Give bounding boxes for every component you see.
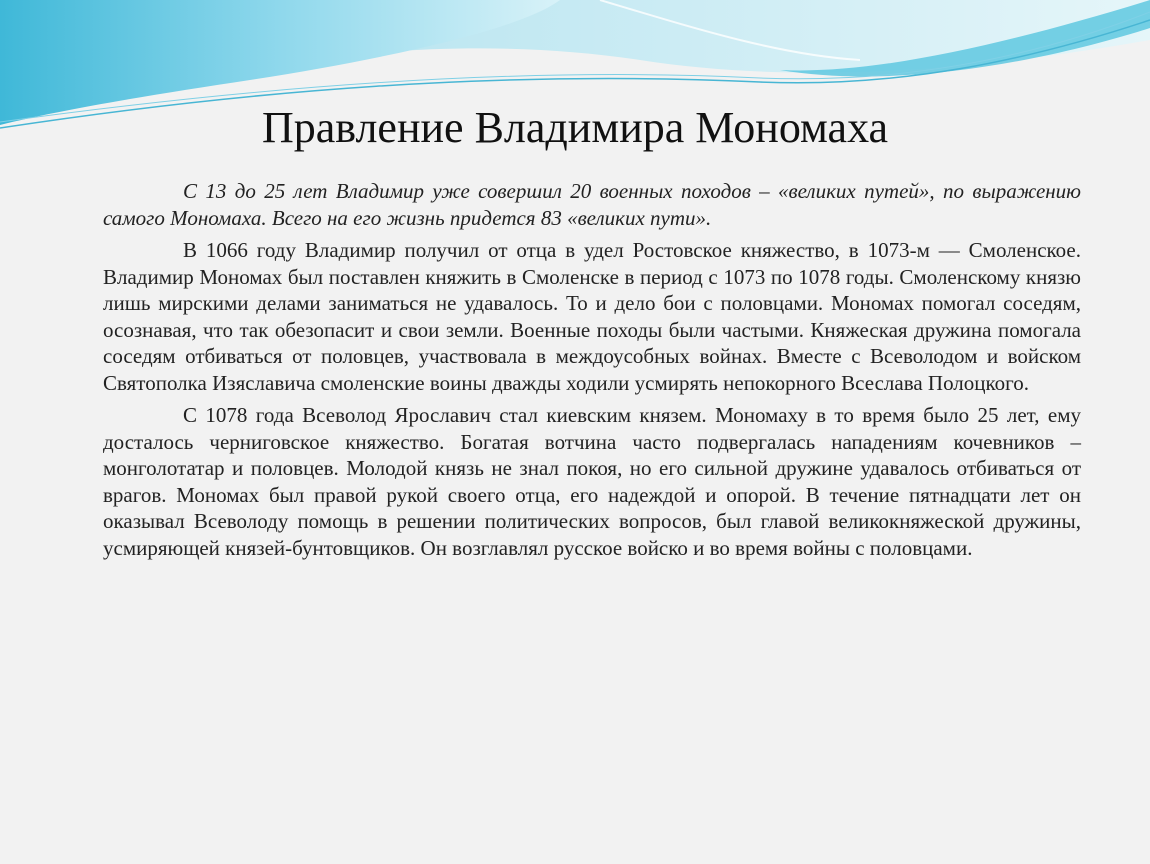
slide-title: Правление Владимира Мономаха [261, 103, 889, 152]
paragraph-3: С 1078 года Всеволод Ярославич стал киевским князем. Мономаху в то время было 25 лет, ему досталось черниговское княжество. Богатая вотчина часто подвергалась нападениям кочевников – монголотатар и половцев. Молодой князь не знал покоя, но его сильной дружине удавалось отбиваться от врагов. Мономах был правой рукой своего отца, его надеждой и опорой. В течение пятнадцати лет он оказывал Всеволоду помощь в решении политических вопросов, был главой великокняжеской дружины, усмиряющей князей-бунтовщиков. Он возглавлял русское войско и во время войны с половцами. [103, 403, 1081, 560]
paragraph-2: В 1066 году Владимир получил от отца в удел Ростовское княжество, в 1073-м — Смоленское. Владимир Мономах был поставлен княжить в Смоленске в период с 1073 по 1078 годы. Смоленскому князю лишь мирскими делами заниматься не удавалось. То и дело бои с половцами. Мономах помогал соседям, осознавая, что так обезопасит и свои земли. Военные походы были частыми. Княжеская дружина помогала соседям отбиваться от половцев, участвовала в междоусобных войнах. Вместе с Всеволодом и войском Святополка Изяславича смоленские воины дважды ходили усмирять непокорного Всеслава Полоцкого. [103, 238, 1081, 395]
slide-body [103, 178, 1081, 567]
paragraph-1: С 13 до 25 лет Владимир уже совершил 20 военных походов – «великих путей», по выражению самого Мономаха. Всего на его жизнь придется 83 «великих пути». [103, 179, 1081, 230]
